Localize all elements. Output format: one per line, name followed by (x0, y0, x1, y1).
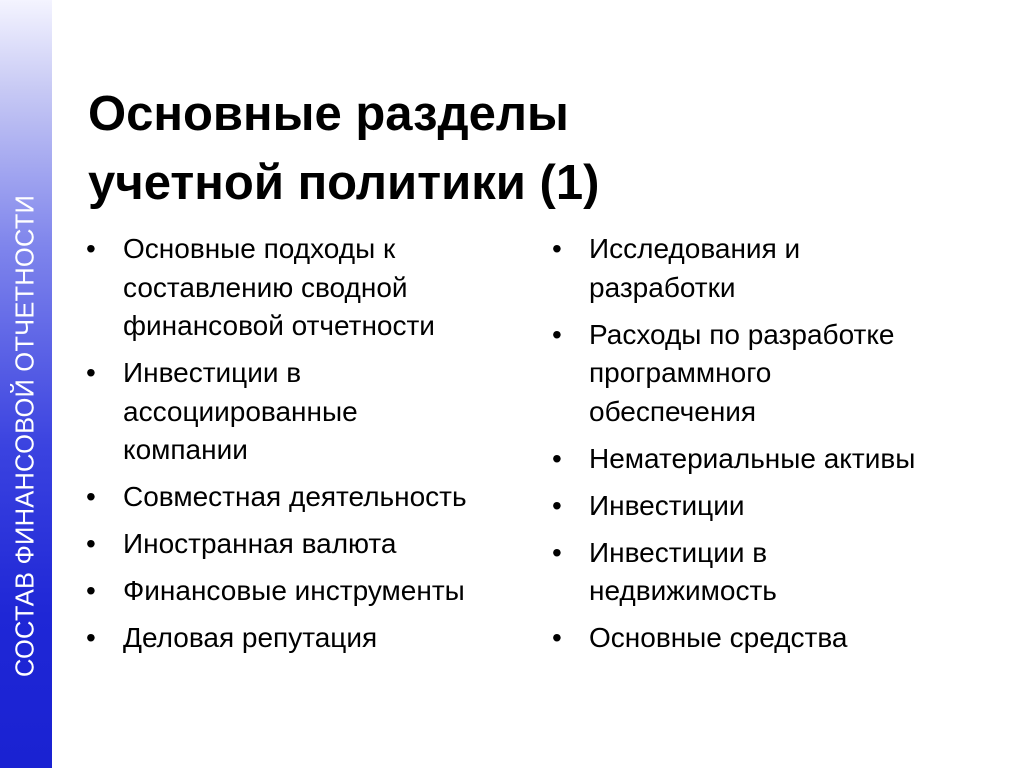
list-item (552, 534, 1012, 611)
list-item-line: Иностранная валюта (123, 528, 397, 559)
list-item (552, 316, 1012, 432)
list-item (552, 487, 1012, 526)
list-item (86, 230, 526, 346)
right-bullet-list (552, 230, 1012, 666)
list-item-line: Основные подходы к (123, 233, 396, 264)
bullet-icon: • (86, 528, 96, 559)
bullet-icon: • (552, 622, 562, 653)
list-item-line: финансовой отчетности (123, 310, 435, 341)
bullet-icon: • (552, 233, 562, 264)
list-item-line: программного (589, 357, 772, 388)
list-item-line: Инвестиции в (123, 357, 302, 388)
list-item (86, 354, 526, 470)
bullet-icon: • (86, 233, 96, 264)
bullet-icon: • (552, 442, 562, 474)
list-item-line: обеспечения (589, 395, 757, 427)
slide-title-line-1: Основные разделы (88, 87, 569, 141)
list-item-line: Инвестиции в (589, 536, 768, 568)
list-item (86, 572, 526, 611)
bullet-icon: • (86, 575, 96, 606)
bullet-icon: • (86, 357, 96, 388)
list-item (552, 230, 1012, 307)
list-item (86, 525, 526, 564)
list-item-line: разработки (589, 271, 736, 303)
sidebar-vertical-label: СОСТАВ ФИНАНСОВОЙ ОТЧЕТНОСТИ (11, 194, 40, 678)
list-item (86, 619, 526, 658)
slide-title-line-2: учетной политики (1) (88, 156, 600, 210)
bullet-icon: • (552, 318, 562, 350)
list-item-line: Нематериальные активы (589, 442, 916, 474)
bullet-icon: • (552, 536, 562, 568)
list-item-line: ассоциированные (123, 395, 358, 427)
list-item-line: Совместная деятельность (123, 481, 467, 512)
list-item (552, 440, 1012, 479)
list-item (86, 478, 526, 517)
bullet-icon: • (86, 481, 96, 512)
left-bullet-list (86, 230, 526, 666)
list-item-line: Инвестиции (589, 489, 745, 521)
list-item-line: Деловая репутация (123, 622, 378, 653)
list-item (552, 619, 1012, 658)
sidebar-band (0, 0, 52, 768)
list-item-line: составлению сводной (123, 271, 408, 303)
list-item-line: Исследования и (589, 233, 801, 264)
bullet-icon: • (86, 622, 96, 653)
list-item-line: Основные средства (589, 622, 848, 653)
list-item-line: Расходы по разработке (589, 318, 895, 350)
bullet-icon: • (552, 489, 562, 521)
list-item-line: недвижимость (589, 575, 777, 606)
list-item-line: компании (123, 434, 248, 465)
list-item-line: Финансовые инструменты (123, 575, 465, 606)
slide-title (88, 80, 599, 218)
